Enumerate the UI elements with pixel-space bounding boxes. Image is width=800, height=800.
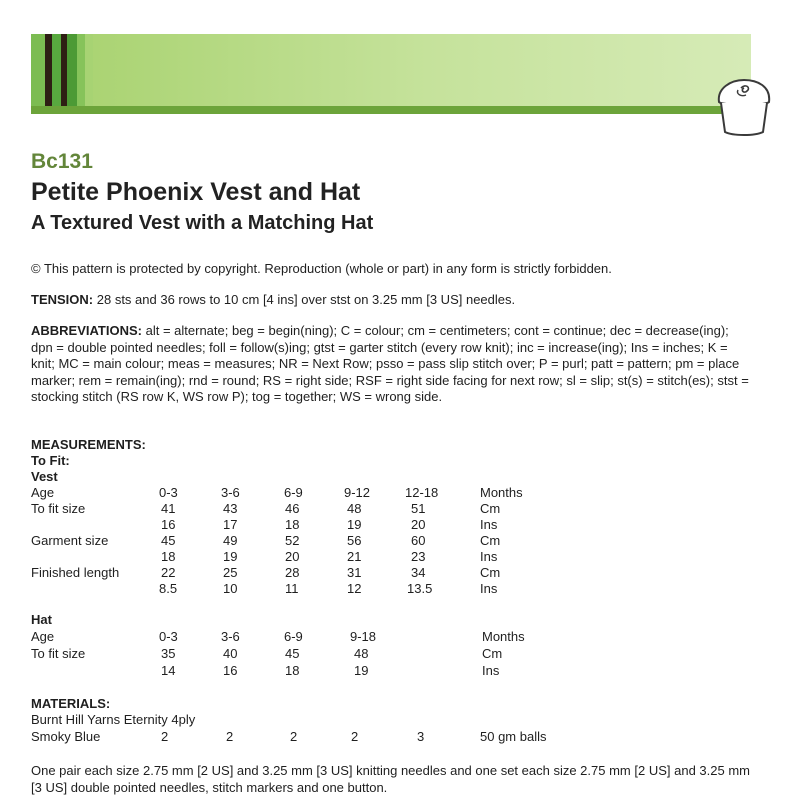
measurements-heading-row bbox=[31, 436, 771, 453]
value-cell: 43 bbox=[223, 501, 238, 516]
to-fit-heading: To Fit: bbox=[31, 453, 70, 468]
value-cell: 46 bbox=[285, 501, 300, 516]
value-cell: 22 bbox=[161, 565, 176, 580]
copyright-notice: © This pattern is protected by copyright. Reproduction (whole or part) in any form is strictly forbidden. bbox=[31, 261, 612, 276]
value-cell: 60 bbox=[411, 533, 426, 548]
tension-section bbox=[31, 292, 751, 309]
hat-heading: Hat bbox=[31, 612, 52, 627]
row-label: Finished length bbox=[31, 565, 120, 580]
value-cell: 6-9 bbox=[284, 485, 303, 500]
value-cell: 3 bbox=[417, 729, 425, 744]
value-cell: 2 bbox=[161, 729, 169, 744]
row-label: Age bbox=[31, 485, 55, 500]
table-row bbox=[31, 628, 771, 645]
unit-cell: Cm bbox=[480, 533, 501, 548]
unit-cell: Ins bbox=[480, 517, 498, 532]
value-cell: 12-18 bbox=[405, 485, 439, 500]
value-cell: 48 bbox=[347, 501, 362, 516]
table-row bbox=[31, 728, 771, 745]
value-cell: 48 bbox=[354, 646, 369, 661]
value-cell: 31 bbox=[347, 565, 362, 580]
value-cell: 19 bbox=[223, 549, 238, 564]
table-row bbox=[31, 484, 771, 501]
value-cell: 9-18 bbox=[350, 629, 377, 644]
value-cell: 45 bbox=[161, 533, 176, 548]
unit-cell: Months bbox=[480, 485, 523, 500]
pattern-code: Bc131 bbox=[31, 150, 93, 173]
materials-heading: MATERIALS: bbox=[31, 696, 111, 711]
value-cell: 19 bbox=[354, 663, 369, 678]
row-label: To fit size bbox=[31, 501, 86, 516]
value-cell: 14 bbox=[161, 663, 176, 678]
page-title: Petite Phoenix Vest and Hat bbox=[31, 178, 361, 206]
value-cell: 18 bbox=[161, 549, 176, 564]
header-banner bbox=[31, 34, 751, 114]
value-cell: 3-6 bbox=[221, 629, 240, 644]
value-cell: 6-9 bbox=[284, 629, 303, 644]
tension-label: TENSION: bbox=[31, 292, 94, 307]
row-label: Garment size bbox=[31, 533, 109, 548]
table-row bbox=[31, 532, 771, 549]
table-row bbox=[31, 580, 771, 597]
table-row bbox=[31, 662, 771, 679]
value-cell: 49 bbox=[223, 533, 238, 548]
value-cell: 2 bbox=[226, 729, 234, 744]
value-cell: 8.5 bbox=[159, 581, 178, 596]
row-label: To fit size bbox=[31, 646, 86, 661]
yarn-name: Burnt Hill Yarns Eternity 4ply bbox=[31, 712, 196, 727]
value-cell: 12 bbox=[347, 581, 362, 596]
value-cell: 52 bbox=[285, 533, 300, 548]
unit-cell: Cm bbox=[480, 565, 501, 580]
value-cell: 45 bbox=[285, 646, 300, 661]
value-cell: 2 bbox=[290, 729, 298, 744]
page-subtitle: A Textured Vest with a Matching Hat bbox=[31, 212, 374, 234]
needles-text: One pair each size 2.75 mm [2 US] and 3.25 mm [3 US] knitting needles and one set each size 2.75 mm [2 US] and 3.25 mm [3 US] double pointed needles, stitch markers and one button. bbox=[31, 763, 750, 795]
table-row bbox=[31, 645, 771, 662]
value-cell: 20 bbox=[411, 517, 426, 532]
value-cell: 17 bbox=[223, 517, 238, 532]
value-cell: 0-3 bbox=[159, 629, 178, 644]
unit-cell: Ins bbox=[480, 581, 498, 596]
value-cell: 10 bbox=[223, 581, 238, 596]
value-cell: 19 bbox=[347, 517, 362, 532]
value-cell: 51 bbox=[411, 501, 426, 516]
table-row bbox=[31, 516, 771, 533]
materials-heading-row bbox=[31, 695, 771, 712]
vest-heading-row bbox=[31, 468, 771, 485]
value-cell: 28 bbox=[285, 565, 300, 580]
unit-cell: Cm bbox=[482, 646, 503, 661]
value-cell: 25 bbox=[223, 565, 238, 580]
banner-stripes bbox=[31, 34, 751, 114]
value-cell: 11 bbox=[285, 581, 299, 596]
value-cell: 40 bbox=[223, 646, 238, 661]
measurements-heading: MEASUREMENTS: bbox=[31, 437, 146, 452]
value-cell: 56 bbox=[347, 533, 362, 548]
row-label: Age bbox=[31, 629, 55, 644]
cupcake-icon bbox=[713, 76, 775, 138]
unit-cell: Ins bbox=[480, 549, 498, 564]
tension-text: 28 sts and 36 rows to 10 cm [4 ins] over stst on 3.25 mm [3 US] needles. bbox=[96, 292, 516, 307]
measurements-table bbox=[31, 436, 771, 796]
table-row bbox=[31, 564, 771, 581]
value-cell: 16 bbox=[223, 663, 238, 678]
value-cell: 34 bbox=[411, 565, 426, 580]
value-cell: 3-6 bbox=[221, 485, 240, 500]
abbreviations-text: alt = alternate; beg = begin(ning); C = colour; cm = centimeters; cont = continue; dec = decrease(ing); dpn = double pointed needles; foll = follow(s)ing; gtst = garter stitch (every row knit); inc = increase(ing); Ins = inches; K = knit; MC = main colour; meas = measures; NR = Next Row; psso = pass slip stitch over; P = purl; patt = pattern; pm = place marker; rem = remain(ing); rnd = round; RS = right side; RSF = right side facing for next row; sl = slip; st(s) = stitch(es); stst = stocking stitch (RS row K, WS row P); tog = together; WS = wrong side. bbox=[31, 323, 749, 404]
vest-heading: Vest bbox=[31, 469, 58, 484]
value-cell: 13.5 bbox=[407, 581, 433, 596]
unit-cell: Months bbox=[482, 629, 525, 644]
table-row bbox=[31, 500, 771, 517]
hat-heading-row bbox=[31, 611, 771, 628]
value-cell: 41 bbox=[161, 501, 176, 516]
value-cell: 21 bbox=[347, 549, 362, 564]
value-cell: 23 bbox=[411, 549, 426, 564]
abbreviations-section bbox=[31, 323, 751, 406]
table-row bbox=[31, 548, 771, 565]
value-cell: 16 bbox=[161, 517, 176, 532]
value-cell: 20 bbox=[285, 549, 300, 564]
unit-cell: Ins bbox=[482, 663, 500, 678]
to-fit-heading-row bbox=[31, 452, 771, 469]
value-cell: 35 bbox=[161, 646, 176, 661]
row-label: Smoky Blue bbox=[31, 729, 101, 744]
yarn-row bbox=[31, 711, 771, 728]
value-cell: 18 bbox=[285, 517, 300, 532]
abbreviations-label: ABBREVIATIONS: bbox=[31, 323, 142, 338]
unit-cell: Cm bbox=[480, 501, 501, 516]
value-cell: 9-12 bbox=[344, 485, 371, 500]
unit-cell: 50 gm balls bbox=[480, 729, 547, 744]
value-cell: 18 bbox=[285, 663, 300, 678]
value-cell: 0-3 bbox=[159, 485, 178, 500]
value-cell: 2 bbox=[351, 729, 359, 744]
